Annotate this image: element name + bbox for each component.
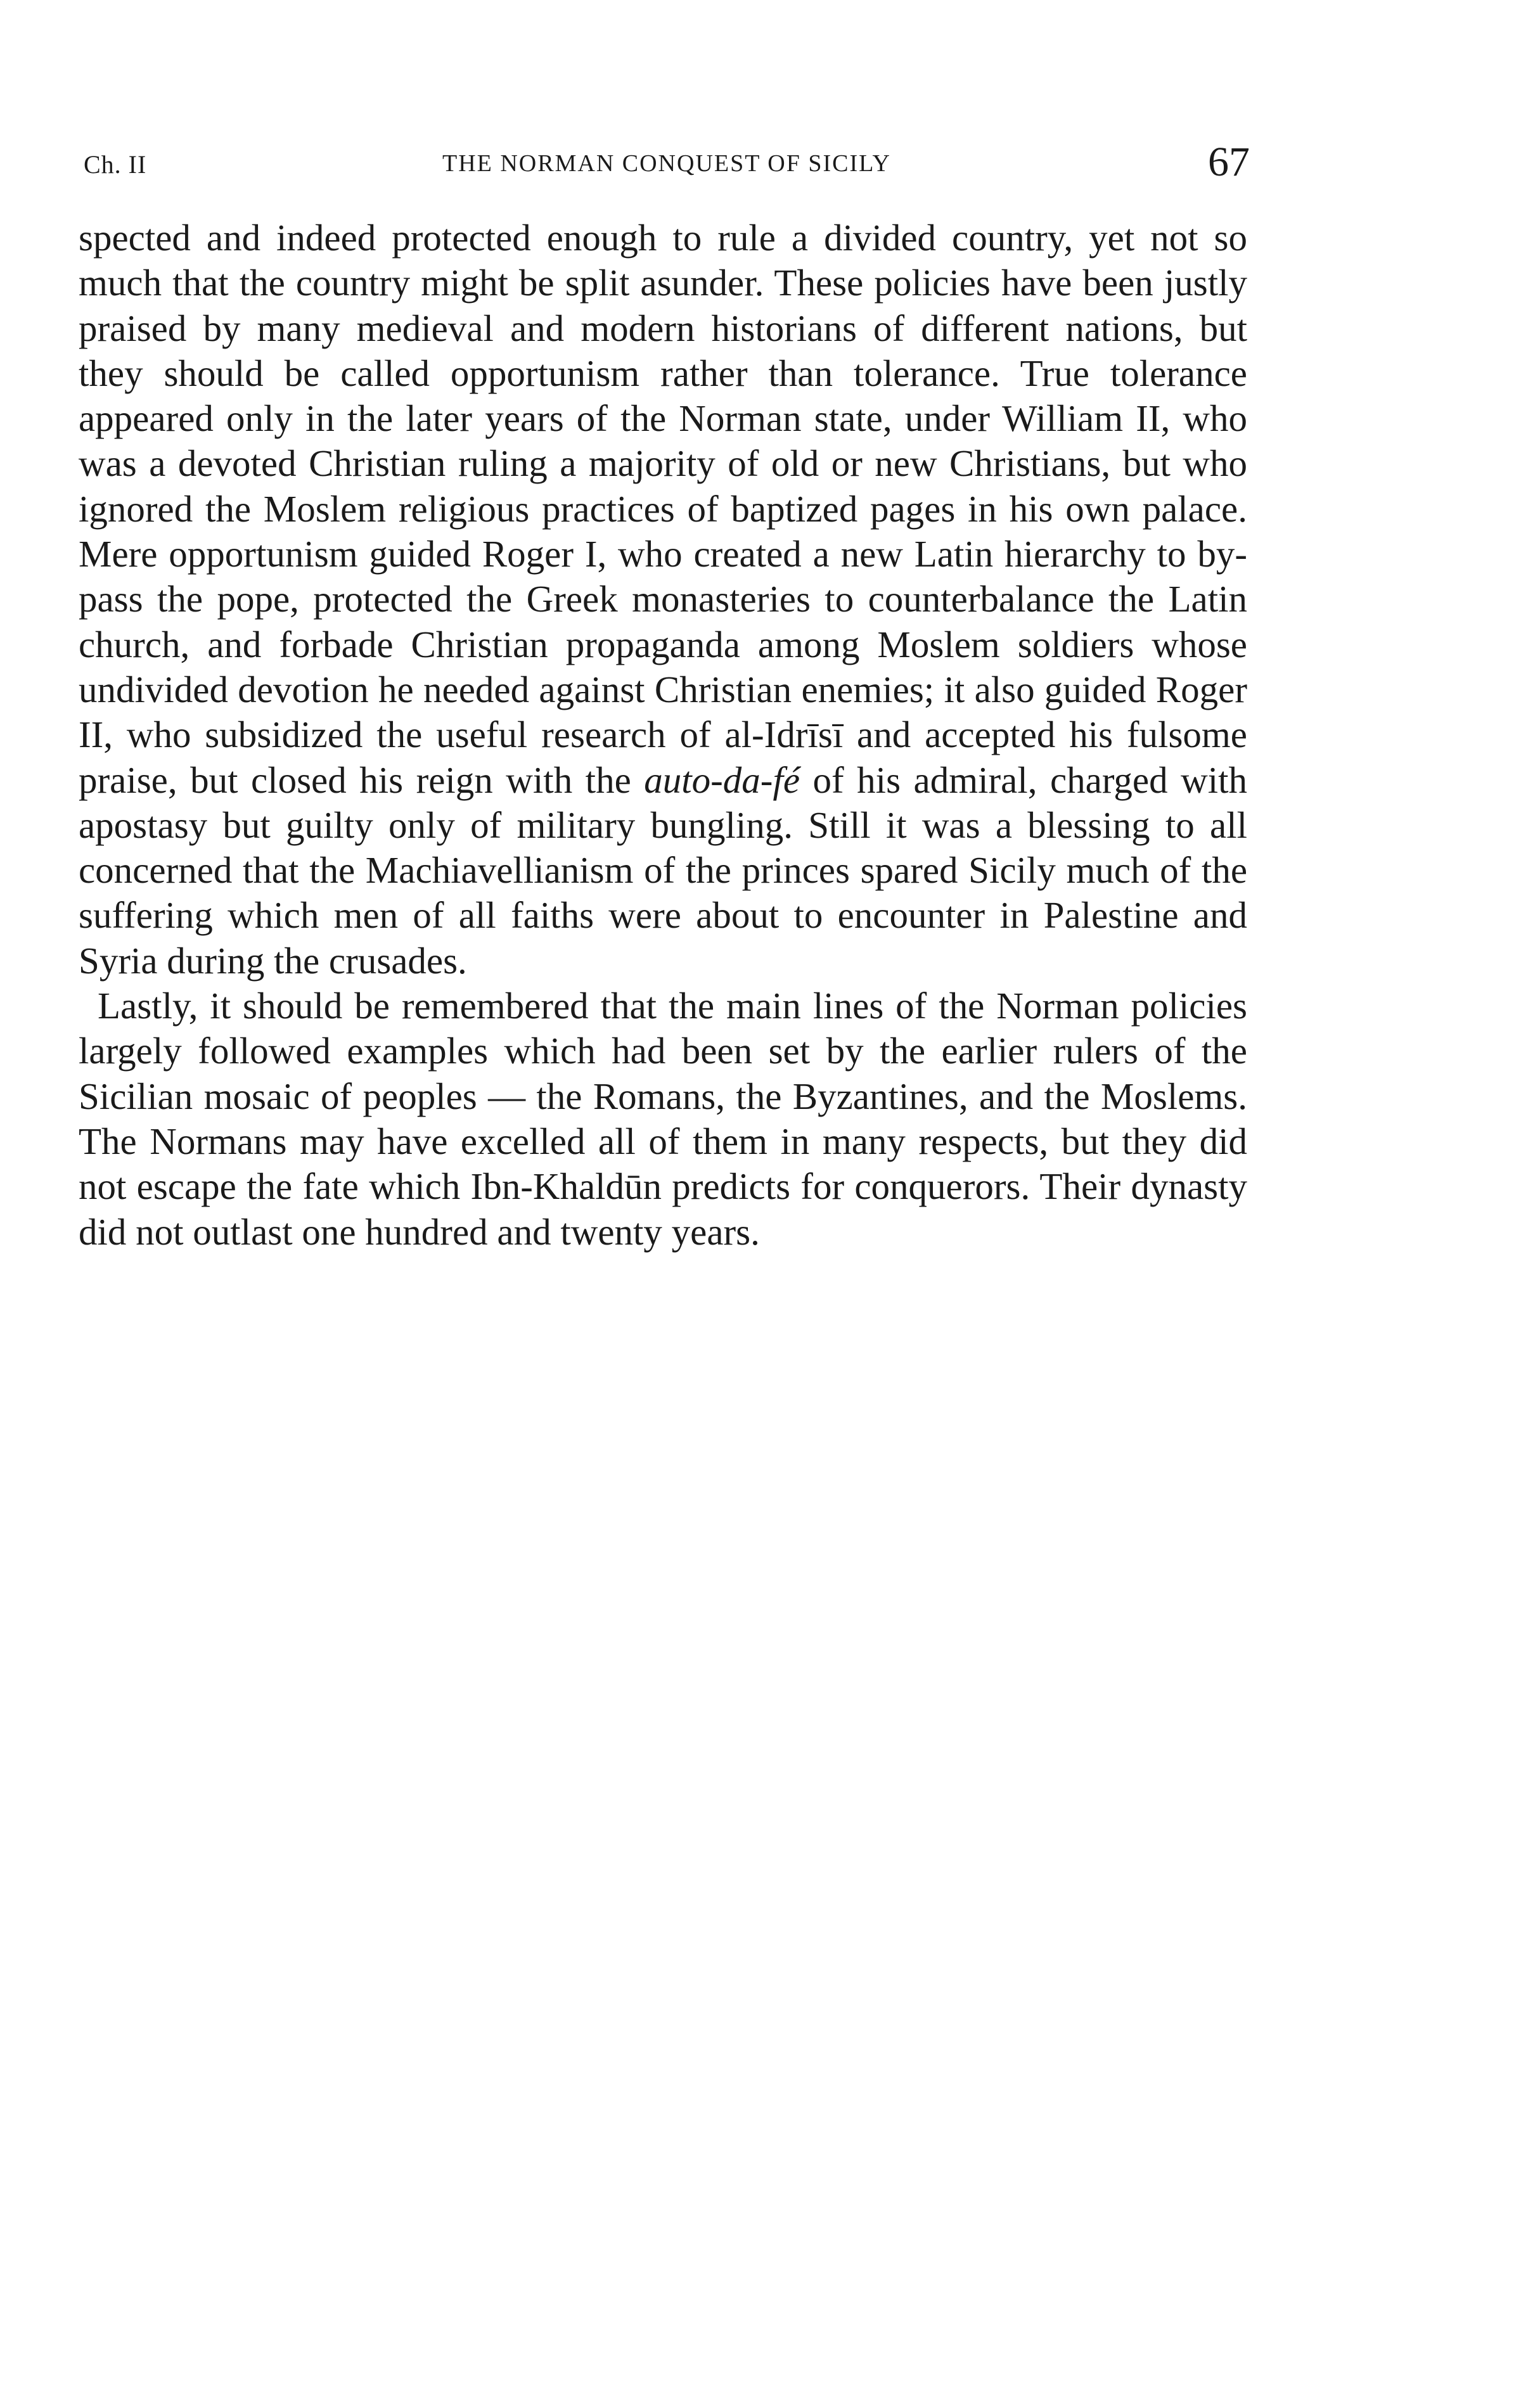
paragraph-text-after-italic: of his admiral, charged with apostasy but guilty only of military bungling. Still it was a blessing to all concerned that the Machiavellianism of the princes spared Sicily much of the suffering which men of all faiths were about to encounter in Palestine and Syria during the crusades. <box>79 759 1248 982</box>
paragraph-continuation <box>79 215 1247 983</box>
running-title: THE NORMAN CONQUEST OF SICILY <box>442 150 891 177</box>
italic-term: auto-da-fé <box>644 759 800 801</box>
chapter-label: Ch. II <box>84 150 147 179</box>
paragraph-closing: Lastly, it should be remembered that the main lines of the Norman policies largely followed examples which had been set by the earlier rulers of the Sicilian mosaic of peoples — the Romans, the Byzantines, and the Moslems. The Normans may have excelled all of them in many respects, but they did not escape the fate which Ibn-Khaldūn predicts for conquerors. Their dynasty did not outlast one hundred and twenty years. <box>79 985 1247 1253</box>
running-head <box>84 139 1250 189</box>
paragraph-text-before-italic: spected and indeed protected enough to rule a divided country, yet not so much that the country might be split asunder. These policies have been justly praised by many medieval and modern historians of different nations, but they should be called opportunism rather than tolerance. True tolerance appeared only in the later years of the Norman state, under William II, who was a devoted Christian ruling a majority of old or new Christians, but who ignored the Moslem religious practices of baptized pages in his own palace. Mere opportunism guided Roger I, who created a new Latin hierarchy to by-pass the pope, protected the Greek monasteries to counterbalance the Latin church, and forbade Christian propaganda among Moslem soldiers whose undivided devotion he needed against Christian enemies; it also guided Roger II, who subsidized the useful research of al-Idrīsī and accepted his fulsome praise, but closed his reign with the <box>79 217 1247 801</box>
page-number: 67 <box>1208 139 1250 185</box>
body-text <box>79 215 1247 1255</box>
